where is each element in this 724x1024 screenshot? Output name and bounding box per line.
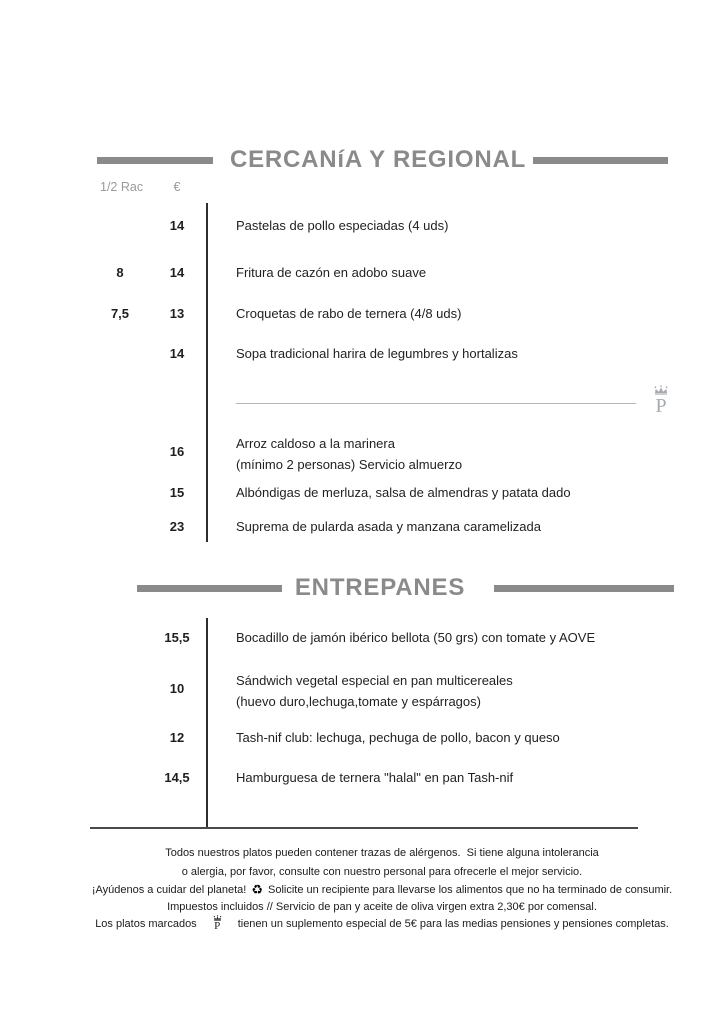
- item-half-price: 8: [116, 265, 124, 280]
- footer-note-3-prefix: ¡Ayúdenos a cuidar del planeta!: [91, 883, 247, 896]
- item-name-line2: (mínimo 2 personas) Servicio almuerzo: [236, 457, 463, 472]
- item-name-line1: Arroz caldoso a la marinera: [236, 436, 395, 451]
- column-header-half-rac: 1/2 Rac: [100, 180, 144, 194]
- item-price: 13: [169, 306, 185, 321]
- section-title-entrepanes: ENTREPANES: [294, 574, 466, 601]
- item-price: 15,5: [164, 630, 190, 645]
- header-rule-right-cercania: [533, 157, 668, 164]
- item-name: Hamburguesa de ternera "halal" en pan Tash-nif: [236, 770, 514, 785]
- item-price: 14,5: [164, 770, 190, 785]
- item-name-line1: Sándwich vegetal especial en pan multicereales: [236, 673, 513, 688]
- item-price: 15: [169, 485, 185, 500]
- parador-logo: [644, 385, 678, 416]
- footer-note-1: Todos nuestros platos pueden contener trazas de alérgenos. Si tiene alguna intolerancia: [165, 847, 599, 859]
- item-price: 12: [169, 730, 185, 745]
- item-name-line2: (huevo duro,lechuga,tomate y espárragos): [236, 694, 481, 709]
- item-price: 14: [169, 218, 185, 233]
- inline-parador-logo: [213, 915, 222, 932]
- footer-note-5-prefix: Los platos marcados: [95, 917, 197, 930]
- footer-note-2: o alergia, por favor, consulte con nuestro personal para ofrecerle el mejor servicio.: [181, 866, 583, 878]
- footer-note-4: Impuestos incluidos // Servicio de pan y aceite de oliva virgen extra 2,30€ por comensal.: [167, 901, 597, 913]
- item-price: 23: [169, 519, 185, 534]
- footer-note-3-suffix: Solicite un recipiente para llevarse los alimentos que no ha terminado de consumir.: [268, 883, 673, 896]
- item-name: [236, 670, 513, 712]
- item-half-price: 7,5: [110, 306, 130, 321]
- footer-note-3: [42, 883, 722, 896]
- item-price: 14: [169, 346, 185, 361]
- item-name: Tash-nif club: lechuga, pechuga de pollo, bacon y queso: [236, 730, 560, 745]
- item-name: Sopa tradicional harira de legumbres y hortalizas: [236, 346, 518, 361]
- item-price: 10: [169, 681, 185, 696]
- column-header-euro: €: [173, 180, 181, 194]
- price-divider-line-bottom: [206, 618, 208, 829]
- crown-icon: [653, 385, 669, 395]
- item-name: Pastelas de pollo especiadas (4 uds): [236, 218, 449, 233]
- item-price: 14: [169, 265, 185, 280]
- item-name: Bocadillo de jamón ibérico bellota (50 grs) con tomate y AOVE: [236, 630, 596, 645]
- item-name: [236, 433, 462, 475]
- item-name: Suprema de pularda asada y manzana caramelizada: [236, 519, 541, 534]
- item-name: Fritura de cazón en adobo suave: [236, 265, 427, 280]
- recycle-icon: ♻: [251, 882, 263, 897]
- logo-letter: P: [655, 395, 667, 417]
- header-rule-right-entrepanes: [494, 585, 674, 592]
- item-name: Albóndigas de merluza, salsa de almendras y patata dado: [236, 485, 571, 500]
- logo-letter: P: [214, 920, 221, 932]
- footer-note-5-suffix: tienen un suplemento especial de 5€ para las medias pensiones y pensiones completas.: [237, 917, 669, 930]
- section-title-cercania: CERCANíA Y REGIONAL: [229, 146, 527, 173]
- footer-separator-line: [90, 827, 638, 829]
- footer-note-5: [42, 915, 722, 932]
- item-price: 16: [169, 444, 185, 459]
- item-name: Croquetas de rabo de ternera (4/8 uds): [236, 306, 462, 321]
- section-separator-line: [236, 403, 636, 404]
- price-divider-line-top: [206, 203, 208, 542]
